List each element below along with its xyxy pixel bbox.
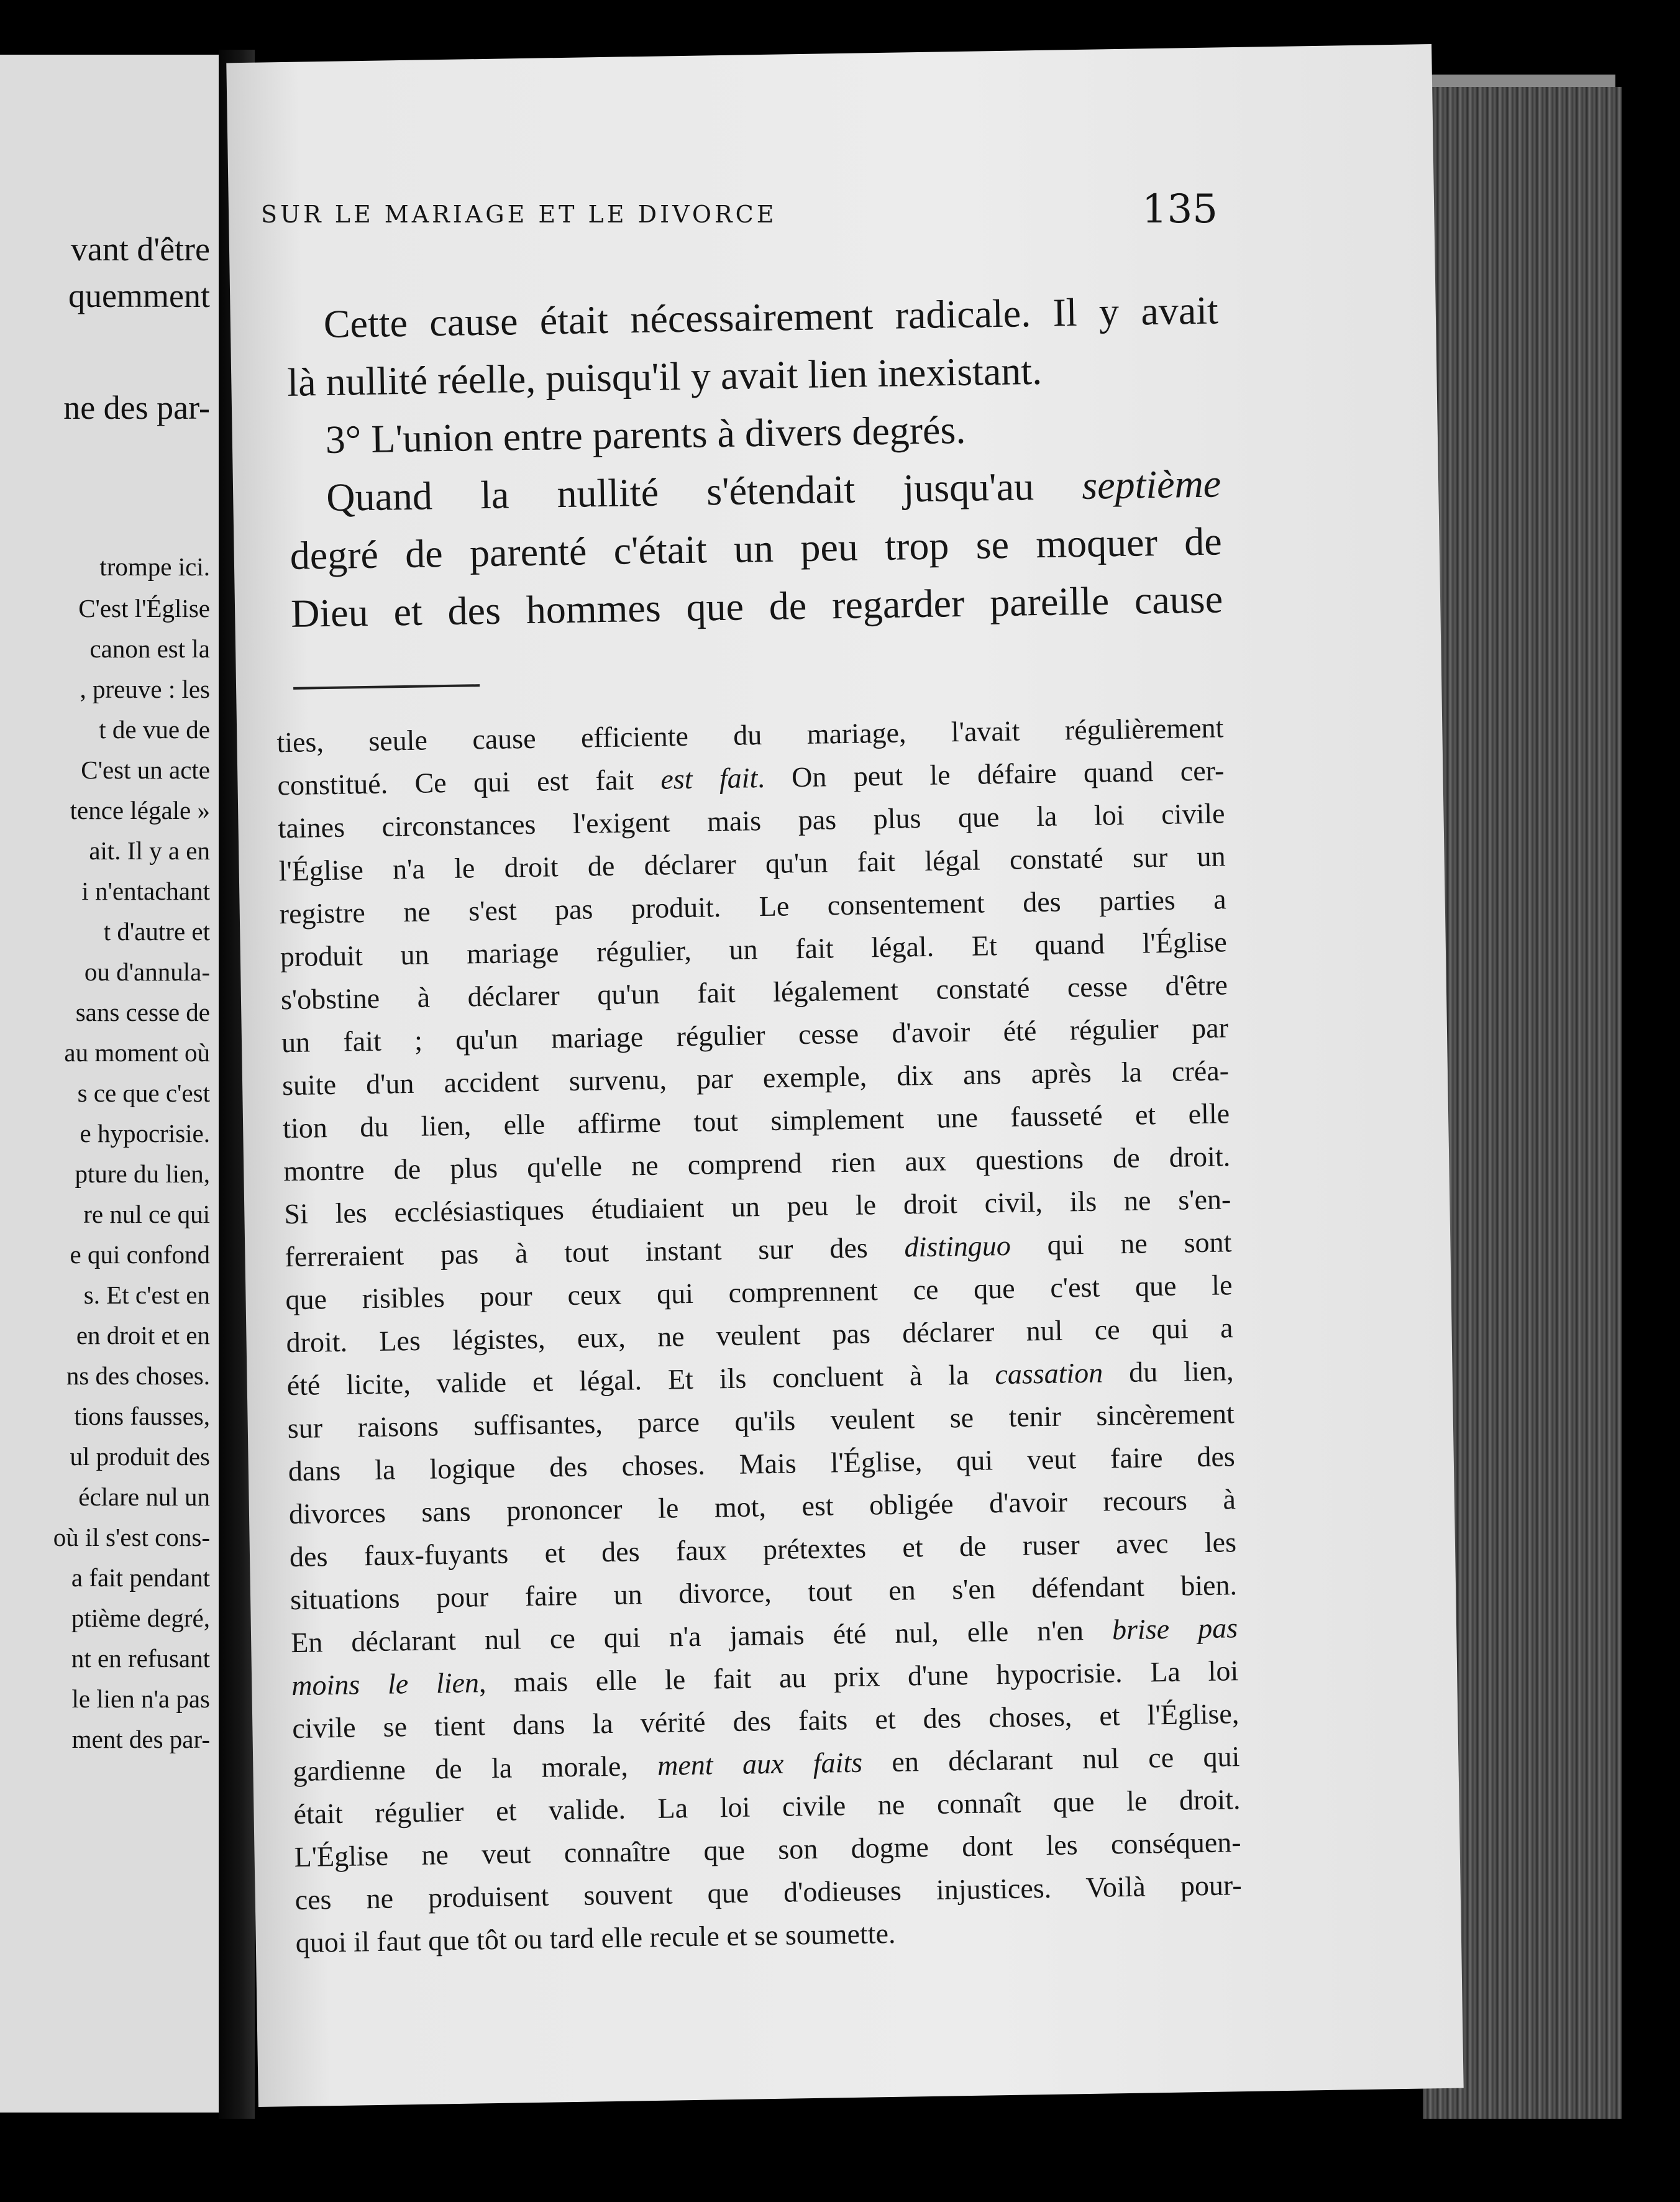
page-number: 135 xyxy=(1141,186,1218,232)
footnote-line: moins le lien, mais elle le fait au prix d'une hypocrisie. La loi xyxy=(291,1655,1239,1702)
previous-page-line: nt en refusant xyxy=(71,1644,210,1673)
previous-page-line: ou d'annula- xyxy=(84,957,210,986)
italic-emphasis: cassation xyxy=(995,1356,1103,1391)
main-text-line: Cette cause était nécessairement radicale. Il y avait xyxy=(323,288,1219,347)
previous-page-line: tence légale » xyxy=(70,796,210,825)
footnote-line: droit. Les légistes, eux, ne veulent pas déclarer nul ce qui a xyxy=(286,1312,1233,1359)
footnote-line: En déclarant nul ce qui n'a jamais été nul, elle n'en brise pas xyxy=(290,1612,1238,1659)
footnote-line: des faux-fuyants et des faux prétextes et de ruser avec les xyxy=(289,1526,1237,1573)
previous-page-line: s. Et c'est en xyxy=(83,1281,210,1309)
main-text-line: là nullité réelle, puisqu'il y avait lien inexistant. xyxy=(286,348,1043,404)
previous-page-line: e qui confond xyxy=(70,1240,210,1269)
previous-page-line: le lien n'a pas xyxy=(71,1684,210,1713)
book-page xyxy=(226,44,1463,2107)
previous-page-line: en droit et en xyxy=(76,1321,210,1350)
previous-page-line: C'est un acte xyxy=(81,756,210,784)
previous-page-line: re nul ce qui xyxy=(83,1200,210,1228)
previous-page-line: , preuve : les xyxy=(80,675,210,703)
previous-page-line: ul produit des xyxy=(70,1442,210,1471)
previous-page-line: s ce que c'est xyxy=(77,1079,210,1107)
footnote-line: que risibles pour ceux qui comprennent ce que c'est que le xyxy=(285,1269,1233,1316)
previous-page-line: ne des par- xyxy=(63,389,210,426)
footnote-line: sur raisons suffisantes, parce qu'ils veulent se tenir sincèrement xyxy=(287,1397,1235,1445)
italic-emphasis: brise pas xyxy=(1112,1612,1238,1646)
previous-page-line: canon est la xyxy=(89,634,210,663)
footnote-line: ties, seule cause efficiente du mariage, l'avait régulièrement xyxy=(276,711,1224,759)
italic-emphasis: est fait xyxy=(660,762,758,795)
previous-page-line: quemment xyxy=(68,277,210,314)
main-text-line: Dieu et des hommes que de regarder pareille cause xyxy=(290,577,1223,636)
footnote-line: divorces sans prononcer le mot, est obligée d'avoir recours à xyxy=(288,1483,1236,1530)
footnote-line: tion du lien, elle affirme tout simplement une fausseté et elle xyxy=(282,1097,1230,1144)
previous-page-line: trompe ici. xyxy=(99,552,210,581)
main-body-text xyxy=(286,281,1223,642)
previous-page-line: éclare nul un xyxy=(78,1482,210,1511)
footnote-line: L'Église ne veut connaître que son dogme dont les conséquen- xyxy=(294,1826,1241,1873)
main-text-line: Quand la nullité s'étendait jusqu'au septième xyxy=(326,461,1221,519)
footnote-line: quoi il faut que tôt ou tard elle recule et se soumette. xyxy=(295,1917,896,1959)
footnote-line: produit un mariage régulier, un fait légal. Et quand l'Église xyxy=(280,926,1228,973)
footnote-line: l'Église n'a le droit de déclarer qu'un fait légal constaté sur un xyxy=(278,840,1226,887)
footnote-separator-rule xyxy=(293,684,480,690)
footnote-line: taines circonstances l'exigent mais pas plus que la loi civile xyxy=(278,797,1225,844)
footnote-line: dans la logique des choses. Mais l'Église, qui veut faire des xyxy=(288,1440,1236,1487)
previous-page-line: ptième degré, xyxy=(71,1604,210,1632)
previous-page-line: t d'autre et xyxy=(103,917,210,946)
footnote-line: registre ne s'est pas produit. Le consentement des parties a xyxy=(279,883,1227,930)
previous-page-line: vant d'être xyxy=(70,231,210,268)
previous-page-line: tions fausses, xyxy=(74,1402,210,1430)
footnote-line: était régulier et valide. La loi civile ne connaît que le droit. xyxy=(293,1783,1241,1830)
footnote-line: montre de plus qu'elle ne comprend rien aux questions de droit. xyxy=(283,1140,1231,1187)
footnote-line: ferreraient pas à tout instant sur des distinguo qui ne sont xyxy=(285,1226,1232,1273)
previous-page-line: où il s'est cons- xyxy=(53,1523,210,1551)
footnote-text xyxy=(276,706,1243,1964)
footnote-line: situations pour faire un divorce, tout en s'en défendant bien. xyxy=(290,1569,1238,1616)
previous-page-line: a fait pendant xyxy=(71,1563,210,1592)
italic-emphasis: moins le lien xyxy=(291,1666,480,1702)
footnote-line: constitué. Ce qui est fait est fait. On peut le défaire quand cer- xyxy=(277,754,1225,802)
italic-emphasis: septième xyxy=(1081,461,1221,508)
previous-page-line: ait. Il y a en xyxy=(89,836,210,865)
previous-page-line: i n'entachant xyxy=(81,877,210,905)
previous-page-line: au moment où xyxy=(64,1038,210,1067)
footnote-line: suite d'un accident survenu, par exemple, dix ans après la créa- xyxy=(281,1054,1230,1102)
footnote-line: gardienne de la morale, ment aux faits en déclarant nul ce qui xyxy=(293,1740,1240,1788)
footnote-line: ces ne produisent souvent que d'odieuses injustices. Voilà pour- xyxy=(294,1869,1242,1916)
running-head: SUR LE MARIAGE ET LE DIVORCE xyxy=(261,201,777,228)
main-text-line: 3° L'union entre parents à divers degrés. xyxy=(325,407,966,462)
footnote-line: s'obstine à déclarer qu'un fait légalement constaté cesse d'être xyxy=(280,969,1228,1016)
previous-page-line: pture du lien, xyxy=(75,1159,210,1188)
italic-emphasis: distinguo xyxy=(904,1229,1011,1263)
footnote-line: Si les ecclésiastiques étudiaient un peu le droit civil, ils ne s'en- xyxy=(283,1183,1231,1230)
footnote-line: été licite, valide et légal. Et ils concluent à la cassation du lien, xyxy=(286,1355,1234,1402)
previous-page-line: C'est l'Église xyxy=(78,594,210,623)
previous-page-line: ment des par- xyxy=(71,1725,210,1753)
italic-emphasis: ment aux faits xyxy=(657,1746,863,1781)
previous-page-line: sans cesse de xyxy=(75,998,210,1026)
footnote-line: civile se tient dans la vérité des faits et des choses, et l'Église, xyxy=(291,1697,1239,1745)
page-header xyxy=(261,186,1230,232)
previous-page-line: e hypocrisie. xyxy=(80,1119,210,1148)
previous-page-line: ns des choses. xyxy=(66,1361,210,1390)
previous-page-fragment xyxy=(0,55,219,2113)
previous-page-line: t de vue de xyxy=(99,715,210,744)
footnote-line: un fait ; qu'un mariage régulier cesse d'avoir été régulier par xyxy=(281,1012,1229,1059)
main-text-line: degré de parenté c'était un peu trop se moquer de xyxy=(290,519,1223,578)
